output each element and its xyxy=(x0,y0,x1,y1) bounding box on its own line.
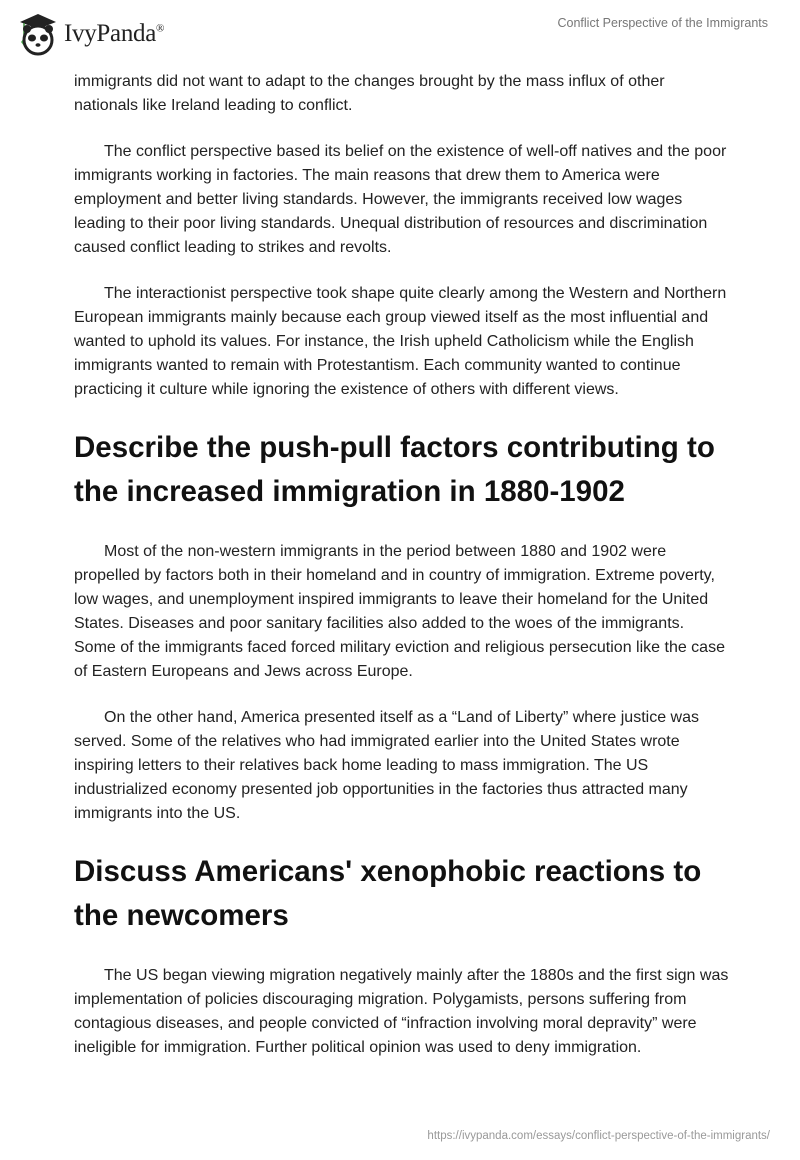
document-title: Conflict Perspective of the Immigrants xyxy=(557,16,768,30)
essay-content xyxy=(74,70,730,1082)
section-heading: Discuss Americans' xenophobic reactions to the newcomers xyxy=(74,855,702,932)
page-header xyxy=(0,0,800,60)
paragraph: The conflict perspective based its belief on the existence of well-off natives and the poor immigrants working in factories. The main reasons that drew them to America were employment and better living standards. However, the immigrants received low wages leading to their poor living standards. Unequal distribution of resources and discrimination caused conflict leading to strikes and revolts. xyxy=(74,143,727,256)
logo-text: IvyPanda xyxy=(64,20,157,47)
paragraph: On the other hand, America presented itself as a “Land of Liberty” where justice was served. Some of the relatives who had immigrated earlier into the United States wrote inspiring letters to their relatives back home leading to mass immigration. The US industrialized economy presented job opportunities in the factories thus attracted many immigrants into the US. xyxy=(74,709,699,822)
paragraph: Most of the non-western immigrants in the period between 1880 and 1902 were propelled by factors both in their homeland and in country of immigration. Extreme poverty, low wages, and unemployment inspired immigrants to leave their homeland for the United States. Diseases and poor sanitary facilities also added to the woes of the immigrants. Some of the immigrants faced forced military eviction and religious persecution like the case of Eastern Europeans and Jews across Europe. xyxy=(74,543,725,680)
paragraph: immigrants did not want to adapt to the changes brought by the mass influx of other nationals like Ireland leading to conflict. xyxy=(74,73,665,114)
source-url[interactable]: https://ivypanda.com/essays/conflict-perspective-of-the-immigrants/ xyxy=(427,1130,770,1142)
paragraph: The US began viewing migration negatively mainly after the 1880s and the first sign was implementation of policies discouraging migration. Polygamists, persons suffering from contagious diseases, and people convicted of “infraction involving moral depravity” were ineligible for immigration. Further political opinion was used to deny immigration. xyxy=(74,967,729,1056)
panda-graduate-icon xyxy=(18,12,58,56)
paragraph: The interactionist perspective took shape quite clearly among the Western and Northern European immigrants mainly because each group viewed itself as the most influential and wanted to uphold its values. For instance, the Irish upheld Catholicism while the English immigrants wanted to remain with Protestantism. Each community wanted to continue practicing it culture while ignoring the existence of others with different views. xyxy=(74,285,727,398)
section-heading: Describe the push-pull factors contributing to the increased immigration in 1880-1902 xyxy=(74,431,715,508)
registered-mark: ® xyxy=(156,22,165,35)
ivypanda-logo[interactable] xyxy=(18,12,164,56)
